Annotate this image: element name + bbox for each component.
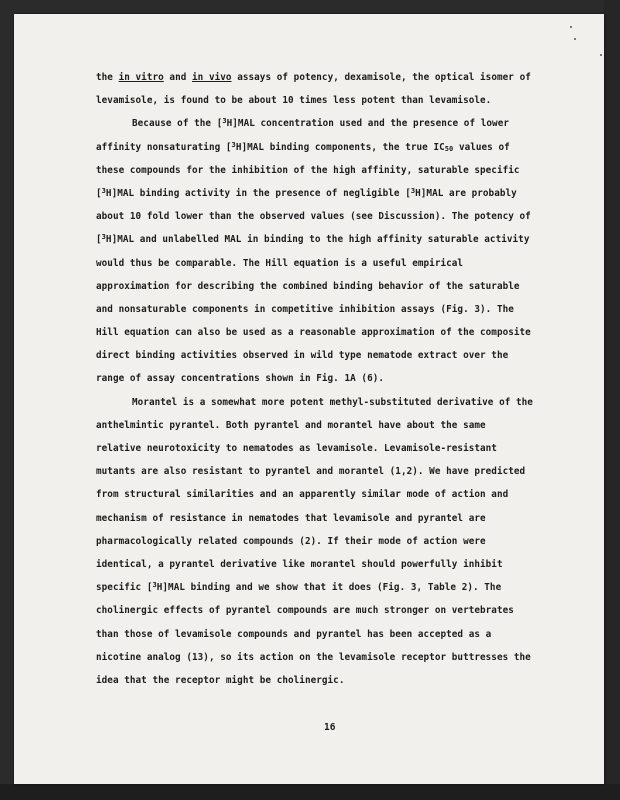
text-run: and nonsaturable components in competitive inhibition assays (Fig. 3). The: [96, 303, 514, 315]
text-run: idea that the receptor might be cholinergic.: [96, 674, 345, 686]
text-line: [96, 391, 550, 414]
text-line: [96, 507, 550, 530]
text-run: [: [96, 187, 102, 199]
text-run: specific [: [96, 582, 153, 594]
text-run: relative neurotoxicity to nematodes as levamisole. Levamisole-resistant: [96, 443, 497, 454]
text-run: Hill equation can also be used as a reasonable approximation of the composite: [96, 327, 531, 339]
text-run: H]MAL binding and we show that it does (Fig. 3, Table 2). The: [156, 582, 502, 594]
scan-border-right: [604, 0, 620, 800]
page-number: 16: [324, 722, 336, 733]
text-run: [: [96, 234, 102, 246]
text-line: [96, 205, 550, 228]
text-run: anthelmintic pyrantel. Both pyrantel and morantel have about the same: [96, 419, 486, 431]
superscript: 3: [152, 581, 157, 590]
text-run: values of: [453, 141, 510, 153]
text-line: [96, 623, 550, 646]
text-run: mutants are also resistant to pyrantel and morantel (1,2). We have predicted: [96, 466, 526, 478]
text-run: about 10 fold lower than the observed values (see Discussion). The potency of: [96, 211, 531, 223]
text-line: [96, 460, 550, 483]
text-run: mechanism of resistance in nematodes that levamisole and pyrantel are: [96, 512, 486, 524]
superscript: 3: [410, 186, 416, 195]
text-line: [96, 344, 550, 367]
text-line: [96, 252, 550, 275]
text-run: nicotine analog (13), so its action on the levamisole receptor buttresses the: [96, 651, 531, 663]
text-run: H]MAL binding activity in the presence of negligible [: [105, 187, 411, 199]
text-line: [96, 367, 550, 390]
text-line: [96, 112, 550, 135]
scan-speck: [570, 26, 572, 28]
text-run: Morantel is a somewhat more potent methyl-substituted derivative of the: [132, 396, 533, 408]
superscript: 3: [101, 233, 106, 242]
scan-speck: [574, 38, 576, 40]
text-run: than those of levamisole compounds and pyrantel has been accepted as a: [96, 628, 492, 640]
text-run: approximation for describing the combined binding behavior of the saturable: [96, 280, 520, 292]
text-run: from structural similarities and an apparently similar mode of action and: [96, 489, 509, 501]
text-run: direct binding activities observed in wild type nematode extract over the: [96, 350, 509, 362]
text-line: [96, 228, 550, 251]
underlined-term: in vivo: [192, 72, 232, 83]
text-line: [96, 159, 550, 182]
text-run: assays of potency, dexamisole, the optical isomer of: [231, 72, 531, 83]
text-run: and: [163, 72, 193, 83]
text-run: range of assay concentrations shown in Fig. 1A (6).: [96, 373, 385, 385]
text-run: pharmacologically related compounds (2). If their mode of action were: [96, 535, 486, 547]
text-run: H]MAL and unlabelled MAL in binding to the high affinity saturable activity: [105, 234, 530, 246]
text-run: these compounds for the inhibition of the high affinity, saturable specific: [96, 164, 520, 176]
text-line: [96, 414, 550, 437]
text-line: [96, 66, 550, 89]
scan-speck: [600, 54, 602, 56]
text-line: [96, 89, 550, 112]
scan-border-bottom: [0, 784, 620, 800]
superscript: 3: [222, 117, 227, 126]
superscript: 3: [101, 186, 106, 195]
text-run: identical, a pyrantel derivative like morantel should powerfully inhibit: [96, 558, 503, 570]
text-line: [96, 646, 550, 669]
text-run: H]MAL are probably: [415, 187, 517, 199]
text-line: [96, 182, 550, 205]
text-line: [96, 136, 550, 159]
text-line: [96, 669, 550, 692]
text-run: H]MAL concentration used and the presence of lower: [226, 118, 509, 130]
text-line: [96, 599, 550, 622]
text-line: [96, 437, 550, 460]
subscript: 50: [444, 144, 454, 153]
text-run: H]MAL binding components, the true IC: [235, 141, 445, 153]
text-run: Because of the [: [132, 118, 223, 130]
text-line: [96, 553, 550, 576]
text-run: levamisole, is found to be about 10 times less potent than levamisole.: [96, 95, 492, 107]
text-run: would thus be comparable. The Hill equation is a useful empirical: [96, 257, 464, 269]
body-text: [96, 66, 550, 692]
underlined-term: in vitro: [118, 72, 164, 83]
text-run: affinity nonsaturating [: [96, 141, 232, 153]
text-line: [96, 576, 550, 599]
text-line: [96, 483, 550, 506]
text-line: [96, 530, 550, 553]
text-line: [96, 298, 550, 321]
superscript: 3: [231, 140, 236, 149]
text-line: [96, 275, 550, 298]
text-run: the: [96, 72, 119, 83]
text-line: [96, 321, 550, 344]
text-run: cholinergic effects of pyrantel compounds are much stronger on vertebrates: [96, 605, 514, 617]
